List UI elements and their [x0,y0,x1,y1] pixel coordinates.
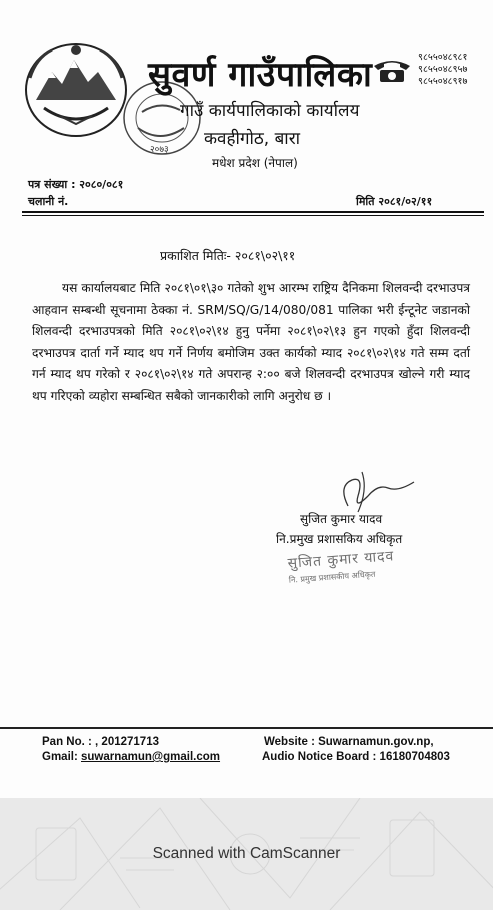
office-name: गाउँ कार्यपालिकाको कार्यालय [180,101,360,121]
stamp-name: सुजित कुमार यादव [287,548,395,572]
gmail-line [42,751,220,763]
website: Website : Suwarnamun.gov.np, [264,736,434,748]
header-divider [22,211,484,213]
gmail-label: Gmail: [42,751,78,763]
letter-meta [28,176,123,210]
handwritten-signature [328,466,418,516]
stamp-title: नि. प्रमुख प्रशासकीय अधिकृत [288,569,376,585]
telephone-icon [372,58,412,84]
header-divider-thin [22,215,484,216]
audio-notice-board: Audio Notice Board : 16180704803 [262,751,450,763]
gmail-link[interactable]: suwarnamun@gmail.com [81,751,221,763]
phone-number: ९८५५०४८९१७ [418,76,468,87]
phone-number: ९८५५०४८९५७ [418,64,468,75]
dispatch-number: चलानी नं. [28,195,69,208]
office-province: मधेश प्रदेश (नेपाल) [212,156,298,170]
footer-divider [0,727,493,729]
pan-number: Pan No. : , 201271713 [42,736,159,748]
letter-date: मिति २०८१/०२/११ [356,195,433,208]
letter-number: पत्र संख्या : २०८०/०८१ [28,178,124,191]
office-location: कवहीगोठ, बारा [204,129,301,149]
phone-number: ९८५५०४८९८१ [418,52,468,63]
phone-numbers [418,52,467,88]
municipality-title: सुवर्ण गाउँपालिका [148,55,373,95]
nepal-emblem-icon [22,38,130,140]
notice-body: यस कार्यालयबाट मिति २०८१\०१\३० गतेको शुभ आरम्भ राष्ट्रिय दैनिकमा शिलवन्दी दरभाउपत्र आहवान सम्बन्धी सूचनामा ठेक्का नं. SRM/SQ/G/14/080/081 पालिका भरी ईन्टूनेट जडानको शिलवन्दी दरभाउपत्रको मिति २०८१\०२\१४ हुनु पर्नेमा २०८१\०२\१३ हुन गएको हुँदा शिलवन्दी दरभाउपत्र दार्ता गर्ने म्याद थप गर्ने निर्णय बमोजिम उक्त कार्यको म्याद २०८१\०२\१४ गते सम्म दर्ता गर्न म्याद थप गरेको र २०८१\०२\१४ गते अपरान्ह २:०० बजे शिलवन्दी दरभाउपत्र खोल्ने गरी म्याद थप गरिएको व्यहोरा सम्बन्धित सबैको जानकारीको लागि अनुरोध छ । [32,281,470,403]
camscanner-label: Scanned with CamScanner [152,845,341,862]
seal-year: २०७३ [150,145,169,155]
signatory-name: सुजित कुमार यादव [300,512,383,526]
published-date: प्रकाशित मितिः- २०८१\०२\११ [160,248,296,263]
signatory-title: नि.प्रमुख प्रशासकिय अधिकृत [276,532,403,546]
name-stamp [287,546,396,585]
